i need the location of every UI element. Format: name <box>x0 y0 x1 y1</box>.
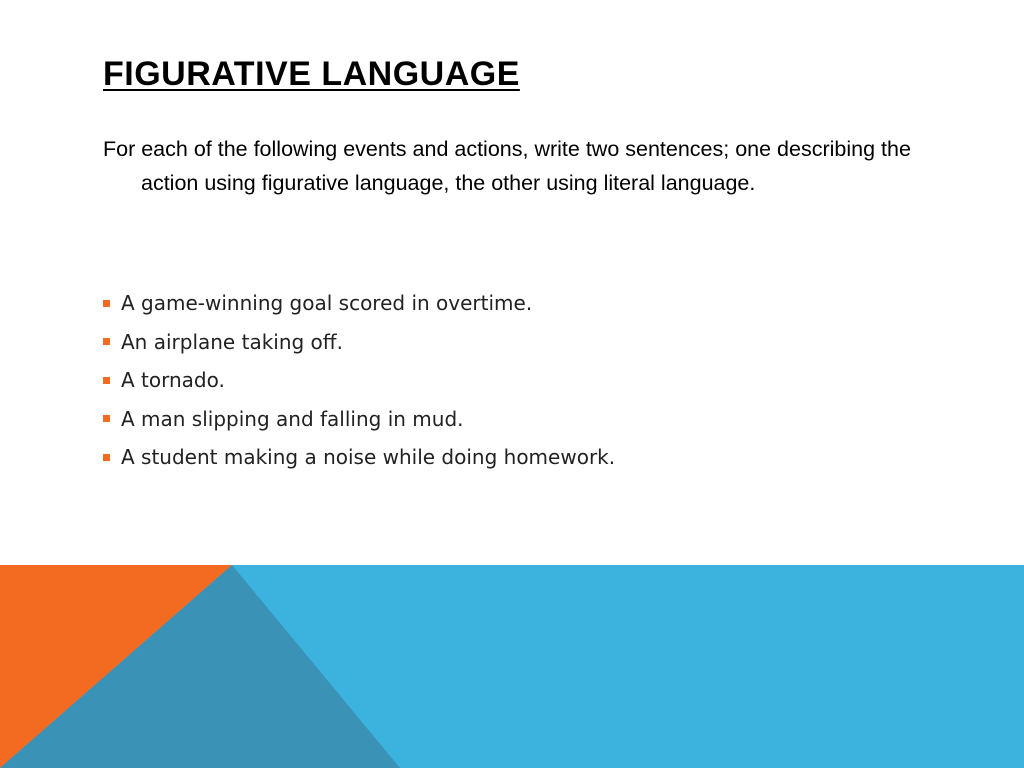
square-bullet-icon <box>103 300 110 307</box>
bullet-list <box>103 284 615 477</box>
decorative-band <box>0 565 1024 768</box>
list-item-text: A student making a noise while doing homework. <box>121 445 616 470</box>
square-bullet-icon <box>103 338 110 345</box>
square-bullet-icon <box>103 415 110 422</box>
list-item <box>103 284 615 323</box>
slide-title: FIGURATIVE LANGUAGE <box>103 55 520 93</box>
list-item-text: An airplane taking off. <box>121 329 343 354</box>
list-item <box>103 323 615 362</box>
list-item <box>103 361 615 400</box>
intro-paragraph: For each of the following events and actions, write two sentences; one describing the action using figurative language, the other using literal language. <box>103 137 911 195</box>
square-bullet-icon <box>103 377 110 384</box>
square-bullet-icon <box>103 454 110 461</box>
list-item-text: A tornado. <box>121 368 225 393</box>
list-item-text: A man slipping and falling in mud. <box>121 406 464 431</box>
list-item <box>103 400 615 439</box>
list-item-text: A game-winning goal scored in overtime. <box>121 291 533 316</box>
list-item <box>103 438 615 477</box>
